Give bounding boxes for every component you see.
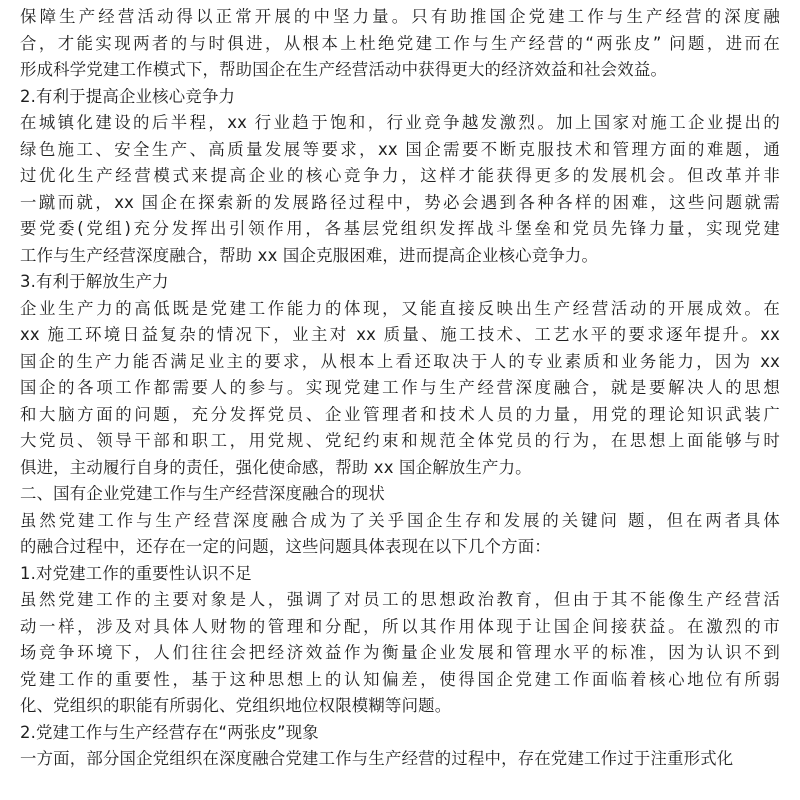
section-heading: 2.党建工作与生产经营存在“两张皮”现象 xyxy=(20,722,319,742)
section-heading: 二、国有企业党建工作与生产经营深度融合的现状 xyxy=(20,484,385,503)
paragraph-line: 合，才能实现两者的与时俱进，从根本上杜绝党建工作与生产经营的“两张皮” 问题，进而在 xyxy=(20,33,780,53)
paragraph-line: xx 施工环境日益复杂的情况下，业主对 xx 质量、施工技术、工艺水平的要求逐年提升。xx xyxy=(20,325,780,344)
paragraph-line: 国企的各项工作都需要人的参与。实现党建工作与生产经营深度融合，就是要解决人的思想 xyxy=(20,378,780,397)
paragraph-line: 一方面，部分国企党组织在深度融合党建工作与生产经营的过程中，存在党建工作过于注重形式化 xyxy=(20,749,734,768)
paragraph-line: 要党委(党组)充分发挥出引领作用，各基层党组织发挥战斗堡垒和党员先锋力量，实现党建 xyxy=(20,219,780,238)
paragraph-line: 在城镇化建设的后半程，xx 行业趋于饱和，行业竞争越发激烈。加上国家对施工企业提出的 xyxy=(20,113,780,132)
section-heading: 1.对党建工作的重要性认识不足 xyxy=(20,563,252,583)
paragraph-line: 工作与生产经营深度融合，帮助 xx 国企克服困难，进而提高企业核心竞争力。 xyxy=(20,245,599,265)
paragraph-line: 党建工作的重要性，基于这种思想上的认知偏差，使得国企党建工作面临着核心地位有所弱 xyxy=(20,669,780,689)
paragraph-line: 大党员、领导干部和职工，用党规、党纪约束和规范全体党员的行为，在思想上面能够与时 xyxy=(20,431,780,450)
paragraph-line: 动一样，涉及对具体人财物的管理和分配，所以其作用体现于让国企间接获益。在激烈的市 xyxy=(20,616,780,636)
paragraph-line: 虽然党建工作与生产经营深度融合成为了关乎国企生存和发展的关键问 题，但在两者具体 xyxy=(20,510,780,530)
paragraph-line: 和大脑方面的问题，充分发挥党员、企业管理者和技术人员的力量，用党的理论知识武装广 xyxy=(20,404,780,424)
paragraph-line: 的融合过程中，还存在一定的问题，这些问题具体表现在以下几个方面： xyxy=(20,537,551,556)
paragraph-line: 化、党组织的职能有所弱化、党组织地位权限模糊等问题。 xyxy=(20,696,452,715)
section-heading: 2.有利于提高企业核心竞争力 xyxy=(20,86,236,106)
paragraph-line: 场竞争环境下，人们往往会把经济效益作为衡量企业发展和管理水平的标准，因为认识不到 xyxy=(20,643,780,662)
section-heading: 3.有利于解放生产力 xyxy=(20,272,169,291)
paragraph-line: 国企的生产力能否满足业主的要求，从根本上看还取决于人的专业素质和业务能力，因为 xx xyxy=(20,351,780,371)
paragraph-line: 形成科学党建工作模式下，帮助国企在生产经营活动中获得更大的经济效益和社会效益。 xyxy=(20,60,668,79)
paragraph-line: 保障生产经营活动得以正常开展的中坚力量。只有助推国企党建工作与生产经营的深度融 xyxy=(20,7,780,26)
paragraph-line: 企业生产力的高低既是党建工作能力的体现，又能直接反映出生产经营活动的开展成效。在 xyxy=(20,298,780,318)
paragraph-line: 过优化生产经营模式来提高企业的核心竞争力，这样才能获得更多的发展机会。但改革并非 xyxy=(20,166,780,185)
paragraph-line: 虽然党建工作的主要对象是人，强调了对员工的思想政治教育，但由于其不能像生产经营活 xyxy=(20,590,780,609)
paragraph-line: 一蹴而就，xx 国企在探索新的发展路径过程中，势必会遇到各种各样的困难，这些问题就需 xyxy=(20,192,780,212)
paragraph-line: 绿色施工、安全生产、高质量发展等要求，xx 国企需要不断克服技术和管理方面的难题，通 xyxy=(20,139,780,159)
paragraph-line: 俱进，主动履行自身的责任，强化使命感，帮助 xx 国企解放生产力。 xyxy=(20,457,532,477)
